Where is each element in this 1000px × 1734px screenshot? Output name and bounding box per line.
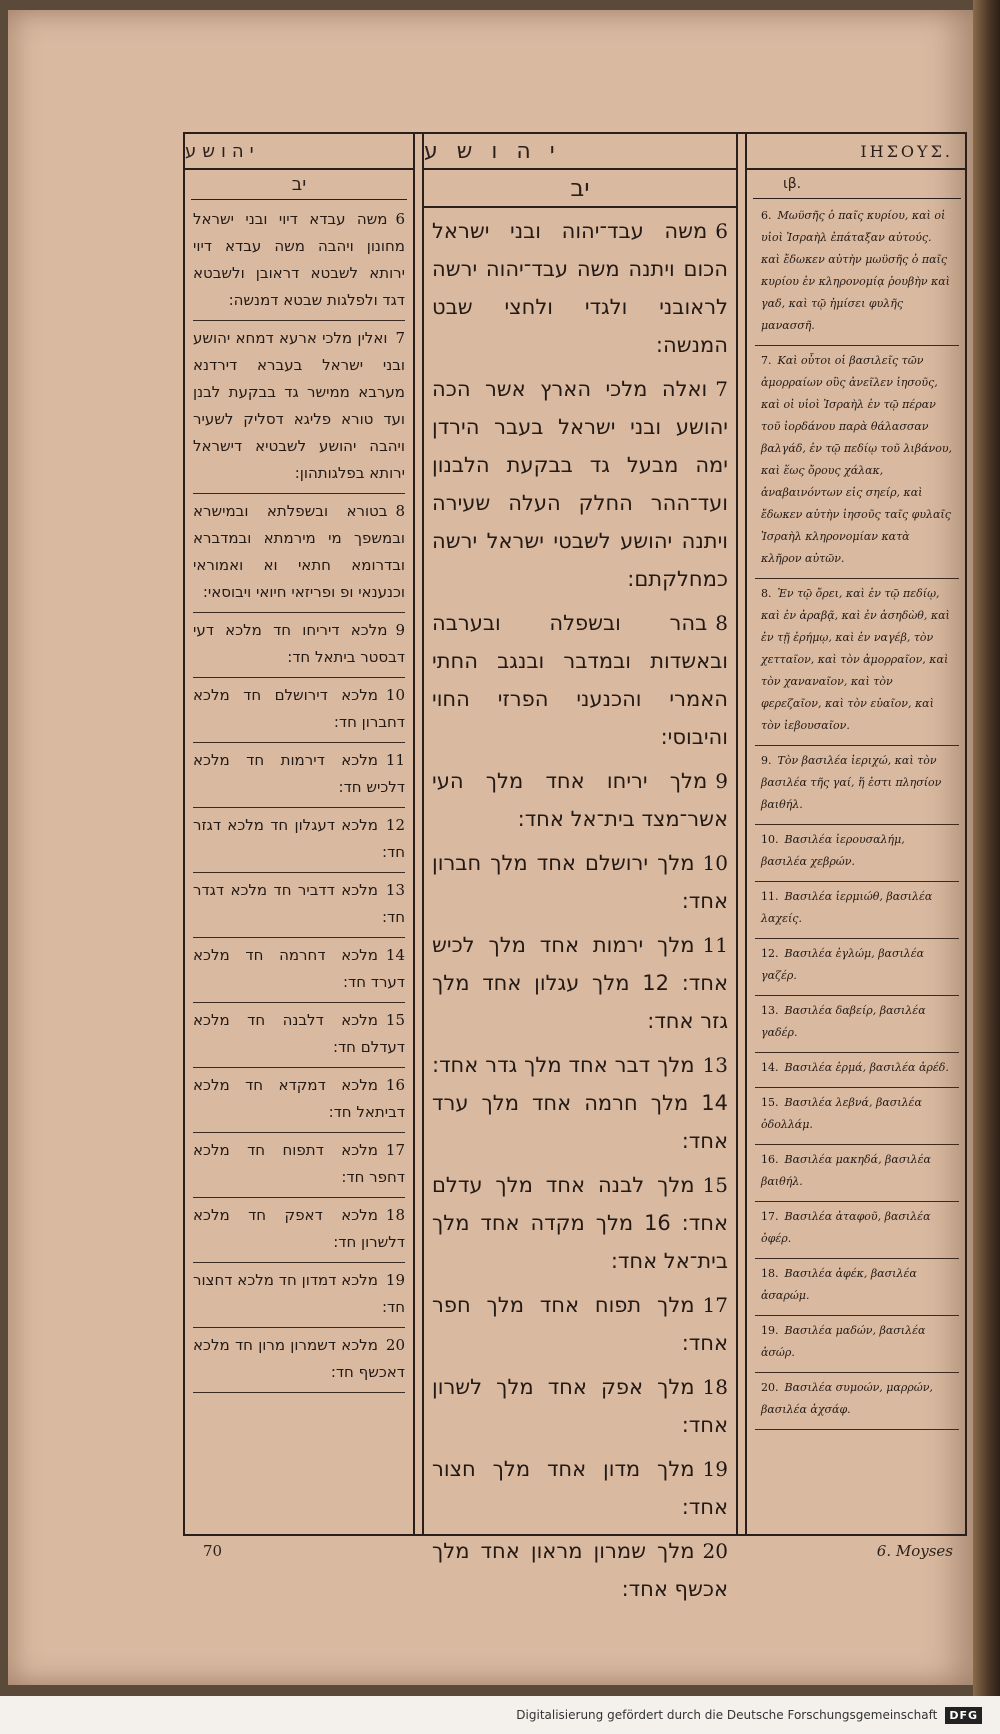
greek-verse-number: 18. (761, 1267, 779, 1280)
digitization-note: Digitalisierung gefördert durch die Deutsche Forschungsgemeinschaft (516, 1708, 938, 1722)
greek-verse-number: 17. (761, 1210, 779, 1223)
greek-verse (755, 579, 959, 746)
hebrew-verse-text: מלך לבנה אחד מלך עדלם אחד: 16 מלך מקדה אחד מלך בית־אל אחד: (432, 1173, 728, 1273)
greek-verse-number: 19. (761, 1324, 779, 1337)
greek-verse-text: Βασιλέα ἰερμιώθ, βασιλέα λαχείς. (761, 890, 933, 925)
book-edge (973, 0, 1000, 1734)
aramaic-verse-text: מלכא דאפק חד מלכא דלשרון חד: (193, 1206, 405, 1251)
aramaic-verse-number: 17 (385, 1141, 405, 1159)
hebrew-verse-text: מלך דבר אחד מלך גדר אחד: 14 מלך חרמה אחד מלך ערד אחד: (432, 1053, 728, 1153)
hebrew-verse (432, 1284, 728, 1366)
greek-verse-number: 7. (761, 354, 772, 367)
aramaic-verse-text: מלכא דלבנה חד מלכא דעדלם חד: (193, 1011, 405, 1056)
hebrew-verse (432, 1164, 728, 1284)
hebrew-verse-number: 9 (715, 769, 728, 793)
aramaic-verse-number: 13 (385, 881, 405, 899)
greek-verse-number: 12. (761, 947, 779, 960)
aramaic-verse (193, 1003, 405, 1068)
aramaic-verse-number: 15 (385, 1011, 405, 1029)
greek-verse (755, 1145, 959, 1202)
dfg-logo: DFG (945, 1707, 982, 1724)
hebrew-verse-text: משה עבד־יהוה ובני ישראל הכום ויתנה משה עבד־יהוה ירשה לראובני ולגדי ולחצי שבט המנשה: (432, 219, 728, 357)
aramaic-chapter: יב (191, 170, 407, 200)
greek-chapter: ιβ. (753, 170, 961, 199)
hebrew-verse (432, 760, 728, 842)
hebrew-verse-number: 18 (702, 1375, 728, 1399)
hebrew-verse-number: 20 (702, 1539, 728, 1563)
hebrew-verse-number: 6 (715, 219, 728, 243)
catchword: 6. Moyses (876, 1542, 953, 1560)
greek-verse (755, 882, 959, 939)
aramaic-verses (185, 200, 413, 1395)
greek-verse-text: Ἐν τῷ ὄρει, καὶ ἐν τῷ πεδίῳ, καὶ ἐν ἀραβᾷ, καὶ ἐν ἀσηδὼθ, καὶ ἐν τῇ ἐρήμῳ, καὶ ἐν ναγέβ, τὸν χετταῖον, καὶ τὸν ἀμορραῖον, καὶ τὸν χαναναῖον, καὶ τὸν φερεζαῖον, καὶ τὸν εὐαῖον, καὶ τὸν ἰεβουσαῖον. (761, 587, 950, 732)
hebrew-verse-text: ואלה מלכי הארץ אשר הכה יהושע ובני ישראל בעבר הירדן ימה מבעל גד בבקעת הלבנון ועד־ההר החלק העלה שעירה ויתנה יהושע לשבטי ישראל ירשה כמחלקתם: (432, 377, 728, 591)
greek-verse-text: Τὸν βασιλέα ἰεριχώ, καὶ τὸν βασιλέα τῆς γαί, ἥ ἐστι πλησίον βαιθήλ. (761, 754, 942, 811)
aramaic-verse (193, 743, 405, 808)
greek-verse-text: Βασιλέα ἀταφοῦ, βασιλέα ὀφέρ. (761, 1210, 931, 1245)
page-number: 70 (203, 1542, 223, 1560)
hebrew-verse (432, 1366, 728, 1448)
greek-verse-text: Βασιλέα ἐγλώμ, βασιλέα γαζέρ. (761, 947, 925, 982)
hebrew-header: י ה ו ש ע (424, 134, 736, 170)
hebrew-verse-text: מלך מדון אחד מלך חצור אחד: (432, 1457, 728, 1519)
aramaic-verse (193, 613, 405, 678)
hebrew-verse-text: בהר ובשפלה ובערבה ובאשדות ובמדבר ובנגב החתי האמרי והכנעני הפרזי החוי והיבוסי: (432, 611, 728, 749)
aramaic-verse-text: מלכא דחרמה חד מלכא דערד חד: (193, 946, 405, 991)
greek-verse-number: 9. (761, 754, 772, 767)
page-footer (183, 1532, 963, 1572)
hebrew-verse-text: מלך ירמות אחד מלך לכיש אחד: 12 מלך עגלון אחד מלך גזר אחד: (432, 933, 728, 1033)
greek-verse-text: Καὶ οὗτοι οἱ βασιλεῖς τῶν ἀμορραίων οὓς ἀνεῖλεν ἰησοῦς, καὶ οἱ υἱοὶ Ἰσραὴλ ἐν τῷ πέραν τοῦ ἰορδάνου παρὰ θάλασσαν βαλγάδ, ἐν τῷ πεδίῳ τοῦ λιβάνου, καὶ ἕως ὄρους χάλακ, ἀναβαινόντων εἰς σηείρ, καὶ ἔδωκεν αὐτὴν ἰησοῦς ταῖς φυλαῖς Ἰσραὴλ κληρονομίαν κατὰ κλῆρον αὐτῶν. (761, 354, 953, 565)
hebrew-verse-number: 15 (702, 1173, 728, 1197)
aramaic-verse (193, 321, 405, 494)
hebrew-verse (432, 924, 728, 1044)
aramaic-verse-text: מלכא דירמות חד מלכא דלכיש חד: (193, 751, 405, 796)
greek-verse (755, 1259, 959, 1316)
hebrew-verse (432, 1448, 728, 1530)
greek-verse-text: Βασιλέα μακηδά, βασιλέα βαιθήλ. (761, 1153, 931, 1188)
greek-verse (755, 1053, 959, 1088)
aramaic-verse-number: 10 (385, 686, 405, 704)
greek-verse (755, 1316, 959, 1373)
aramaic-verse (193, 494, 405, 613)
aramaic-verse-number: 16 (385, 1076, 405, 1094)
greek-verse (755, 825, 959, 882)
aramaic-verse-number: 18 (385, 1206, 405, 1224)
aramaic-verse (193, 938, 405, 1003)
aramaic-column (185, 134, 415, 1534)
aramaic-verse (193, 1198, 405, 1263)
hebrew-column (422, 134, 738, 1601)
aramaic-verse-text: מלכא דדביר חד מלכא דגדר חד: (193, 881, 405, 926)
greek-verse (755, 201, 959, 346)
hebrew-verse-number: 11 (702, 933, 728, 957)
hebrew-verse-text: מלך אפק אחד מלך לשרון אחד: (432, 1375, 728, 1437)
hebrew-verse-number: 8 (715, 611, 728, 635)
aramaic-verse-text: מלכא דיריחו חד מלכא דעי דבסטר ביתאל חד: (193, 621, 405, 666)
digitization-banner (0, 1696, 1000, 1734)
aramaic-verse-text: מלכא דמדון חד מלכא דחצור חד: (193, 1271, 405, 1316)
greek-verse (755, 1373, 959, 1430)
greek-verse-number: 8. (761, 587, 772, 600)
greek-verse-text: Βασιλέα ἑρμά, βασιλέα ἀρέδ. (784, 1061, 949, 1074)
hebrew-verses (424, 208, 736, 1614)
aramaic-verse (193, 202, 405, 321)
greek-verse (755, 996, 959, 1053)
aramaic-verse-number: 14 (385, 946, 405, 964)
hebrew-verse (432, 1044, 728, 1164)
greek-verse (755, 939, 959, 996)
greek-verse-number: 16. (761, 1153, 779, 1166)
hebrew-verse-text: מלך ירושלם אחד מלך חברון אחד: (432, 851, 728, 913)
hebrew-verse-text: מלך יריחו אחד מלך העי אשר־מצד בית־אל אחד: (432, 769, 728, 831)
greek-verse-number: 6. (761, 209, 772, 222)
greek-verse-number: 14. (761, 1061, 779, 1074)
hebrew-verse-number: 7 (715, 377, 728, 401)
greek-verse (755, 1088, 959, 1145)
aramaic-verse-text: מלכא דעגלון חד מלכא דגזר חד: (193, 816, 405, 861)
hebrew-verse (432, 602, 728, 760)
aramaic-verse (193, 678, 405, 743)
greek-verse-text: Βασιλέα λεβνά, βασιλέα ὀδολλάμ. (761, 1096, 922, 1131)
aramaic-header: יהושע (185, 134, 413, 170)
hebrew-verse (432, 842, 728, 924)
greek-verse-number: 10. (761, 833, 779, 846)
greek-verse-number: 13. (761, 1004, 779, 1017)
hebrew-verse-number: 17 (702, 1293, 728, 1317)
greek-verse (755, 346, 959, 579)
aramaic-verse-number: 6 (395, 210, 405, 228)
greek-verse-text: Βασιλέα μαδών, βασιλέα ἀσώρ. (761, 1324, 926, 1359)
greek-header: ΙΗΣΟΥΣ. (747, 134, 967, 170)
aramaic-verse (193, 808, 405, 873)
aramaic-verse-number: 11 (385, 751, 405, 769)
hebrew-verse (432, 210, 728, 368)
aramaic-verse-number: 8 (395, 502, 405, 520)
hebrew-verse-text: מלך תפוח אחד מלך חפר אחד: (432, 1293, 728, 1355)
aramaic-verse-number: 12 (385, 816, 405, 834)
hebrew-verse-number: 10 (702, 851, 728, 875)
aramaic-verse-number: 20 (385, 1336, 405, 1354)
aramaic-verse-text: ואלין מלכי ארעא דמחא יהושע ובני ישראל בעברא דירדנא מערבא ממישר גד בבקעת לבנן ועד טורא פליגא דסליק לשעיר ויהבה יהושע לשבטיא דישראל ירותא בפלגותהון: (193, 329, 405, 482)
greek-verses (747, 199, 967, 1432)
hebrew-verse-text: מלך שמרון מראון אחד מלך אכשף אחד: (432, 1539, 728, 1601)
aramaic-verse-number: 19 (385, 1271, 405, 1289)
book-page (8, 10, 973, 1685)
greek-verse-number: 11. (761, 890, 779, 903)
aramaic-verse-text: מלכא דשמרון מרון חד מלכא דאכשף חד: (193, 1336, 405, 1381)
aramaic-verse (193, 873, 405, 938)
greek-verse (755, 1202, 959, 1259)
hebrew-chapter: יב (424, 170, 736, 208)
aramaic-verse-text: מלכא דמקדא חד מלכא דביתאל חד: (193, 1076, 405, 1121)
aramaic-verse-number: 7 (395, 329, 405, 347)
aramaic-verse (193, 1068, 405, 1133)
aramaic-verse-text: משה עבדא דיוי ובני ישראל מחונון ויהבה משה עבדא דיוי ירותא לשבטא דראובן ולשבטא דגד ולפלגות שבטא דמנשה: (193, 210, 405, 309)
aramaic-verse-number: 9 (395, 621, 405, 639)
greek-verse-text: Βασιλέα ἀφέκ, βασιλέα ἀσαρώμ. (761, 1267, 917, 1302)
greek-verse-text: Βασιλέα συμοών, μαρρών, βασιλέα ἀχσάφ. (761, 1381, 933, 1416)
greek-verse-text: Βασιλέα δαβείρ, βασιλέα γαδέρ. (761, 1004, 926, 1039)
greek-verse-number: 20. (761, 1381, 779, 1394)
aramaic-verse (193, 1328, 405, 1393)
greek-verse-text: Βασιλέα ἱερουσαλήμ, βασιλέα χεβρών. (761, 833, 905, 868)
hebrew-verse-number: 19 (702, 1457, 728, 1481)
aramaic-verse-text: מלכא דתפוח חד מלכא דחפר חד: (193, 1141, 405, 1186)
hebrew-verse (432, 368, 728, 602)
aramaic-verse (193, 1263, 405, 1328)
greek-column (745, 134, 967, 1534)
greek-verse-text: Μωϋσῆς ὁ παῖς κυρίου, καὶ οἱ υἱοὶ Ἰσραὴλ ἐπάταξαν αὐτούς. καὶ ἔδωκεν αὐτὴν μωϋσῆς ὁ παῖς κυρίου ἐν κληρονομίᾳ ῥουβὴν καὶ γαδ, καὶ τῷ ἡμίσει φυλῆς μανασσῆ. (761, 209, 950, 332)
hebrew-verse-number: 13 (702, 1053, 728, 1077)
aramaic-verse-text: בטורא ובשפלתא ובמישרא ובמשפך מי מירמתא ובמדברא ובדרומא חתאי וא ואמוראי וכנענאי ופ ופריזאי חיואי ויבוסאי: (193, 502, 405, 601)
aramaic-verse (193, 1133, 405, 1198)
greek-verse (755, 746, 959, 825)
greek-verse-number: 15. (761, 1096, 779, 1109)
aramaic-verse-text: מלכא דירושלם חד מלכא דחברון חד: (193, 686, 405, 731)
